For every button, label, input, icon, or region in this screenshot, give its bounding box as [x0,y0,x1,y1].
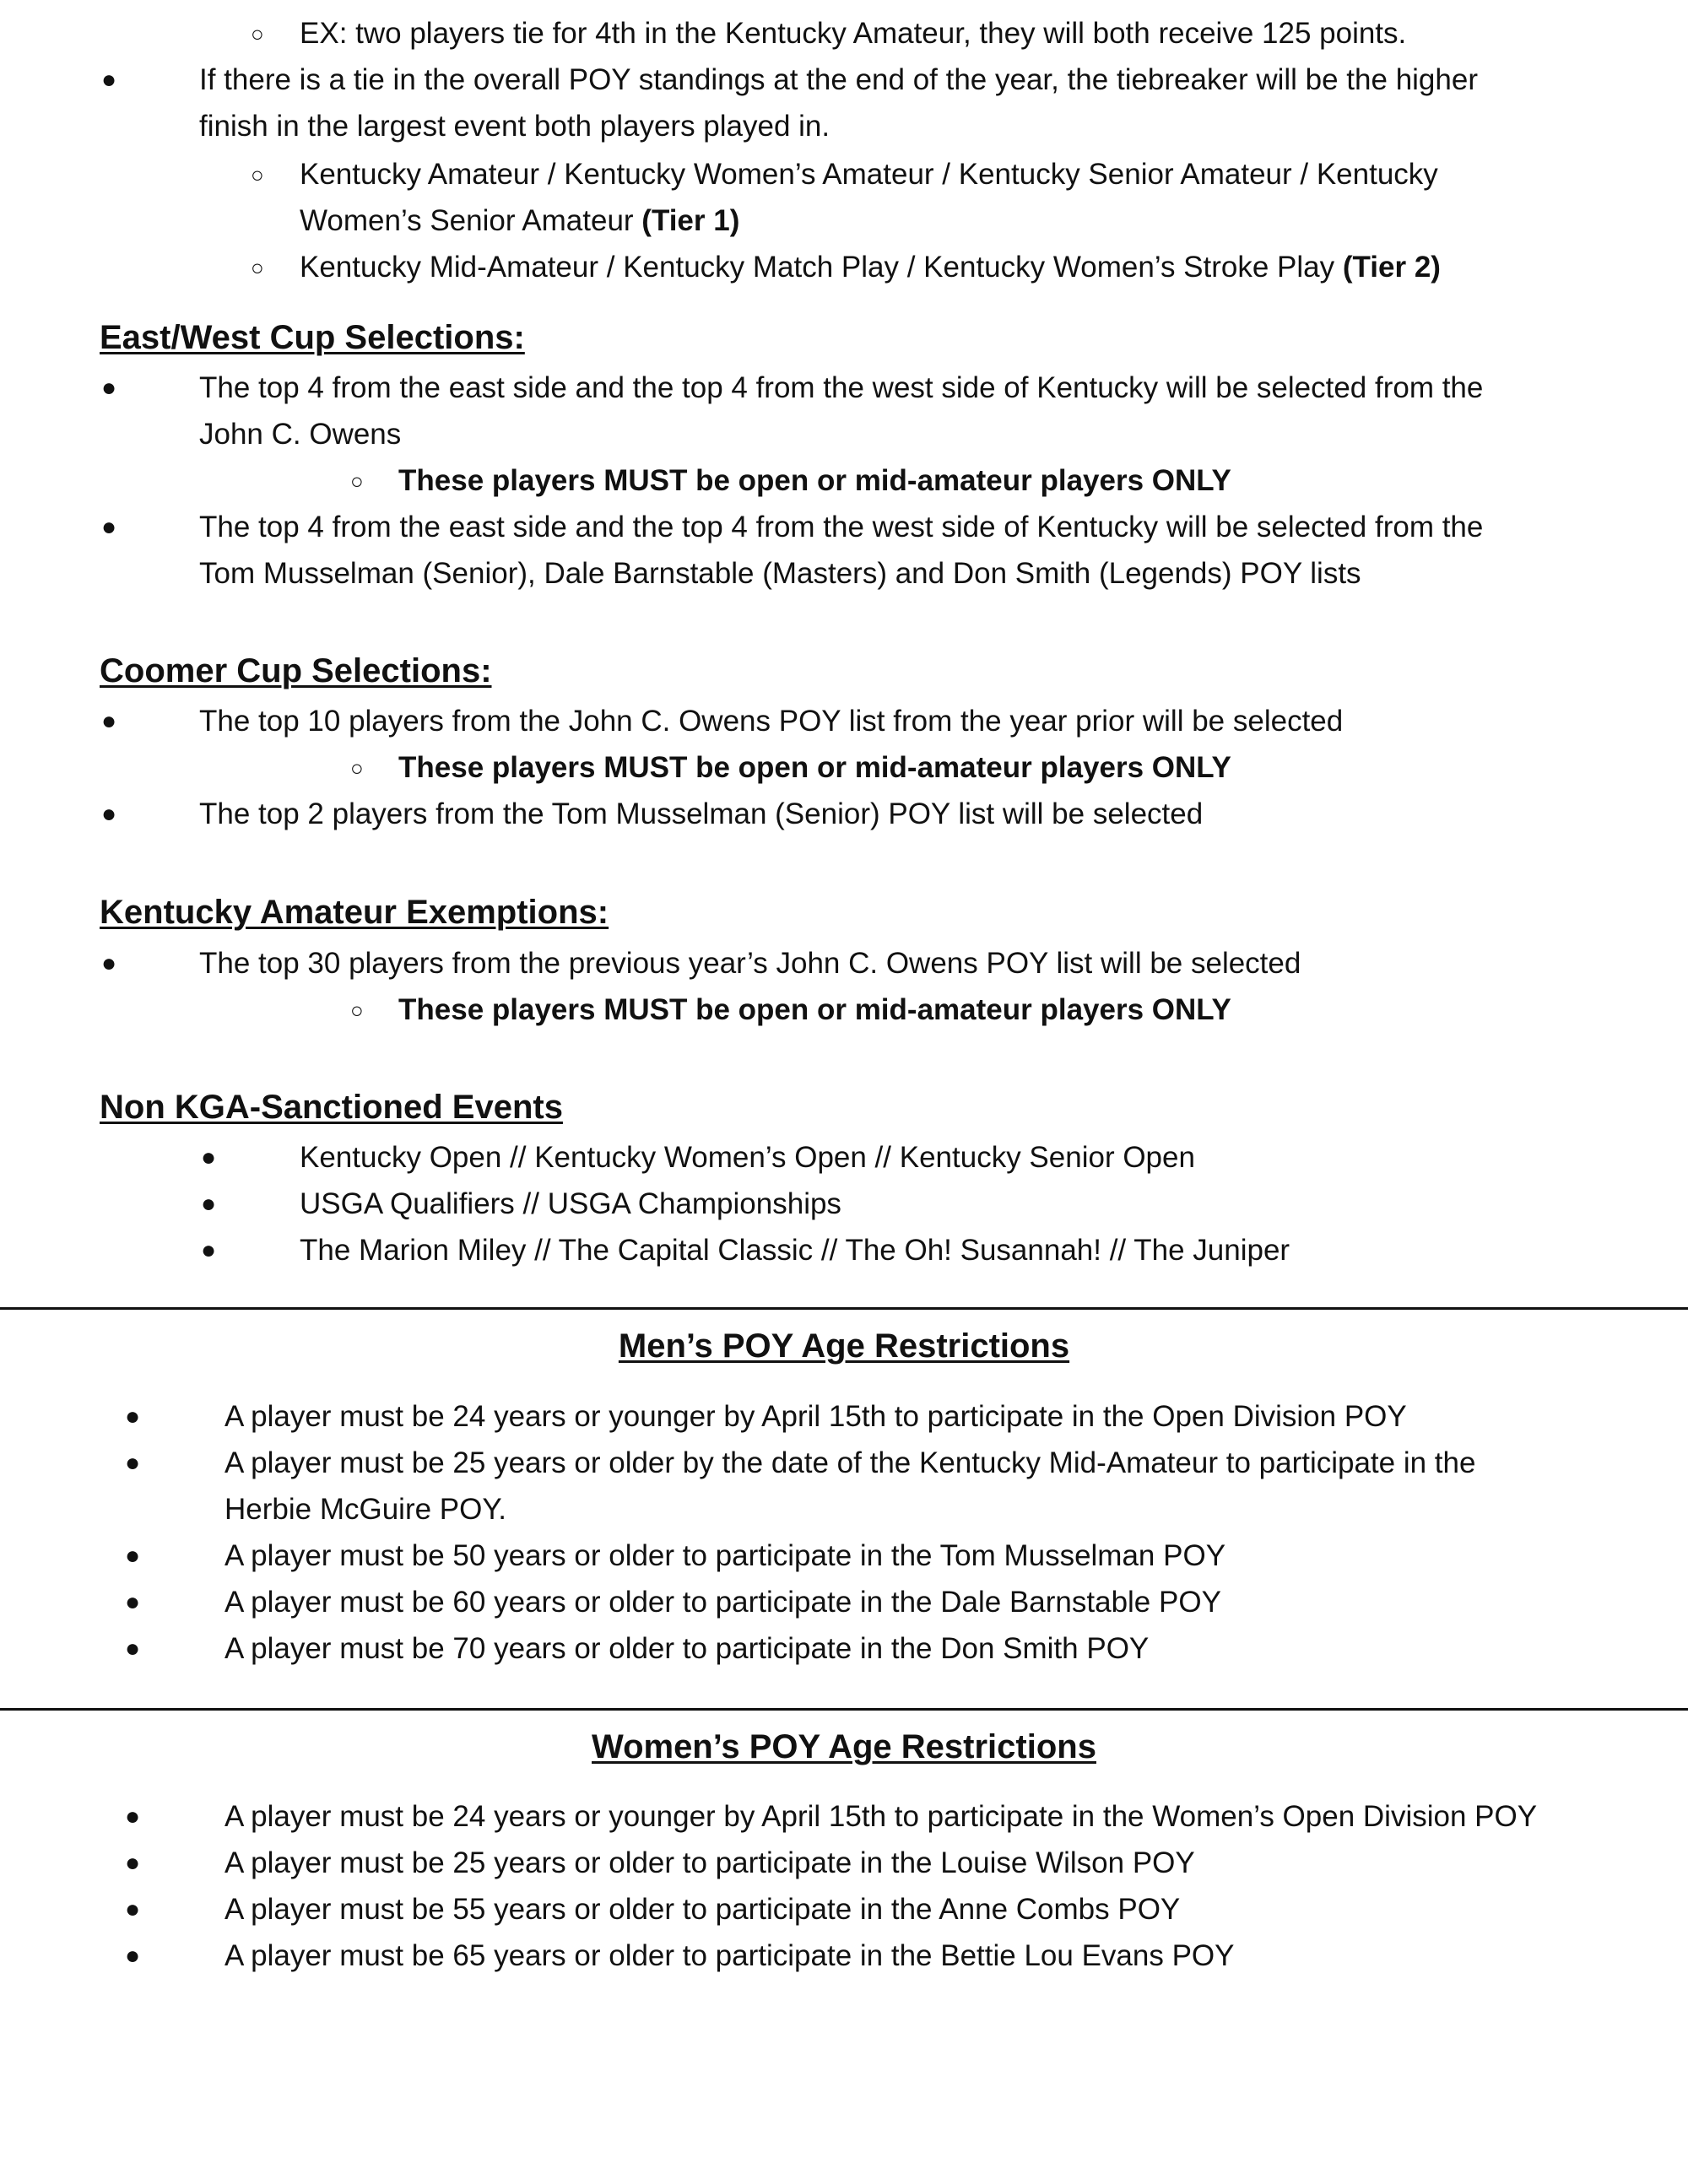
bullet-icon: ● [201,1190,217,1218]
tier2-line [300,251,1441,284]
bullet-icon: ● [125,1403,141,1430]
sub-bullet-icon: ○ [251,162,264,187]
bullet-icon: ● [201,1236,217,1264]
mens-item4: A player must be 60 years or older to participate in the Dale Barnstable POY [225,1586,1221,1619]
womens-item: A player must be 65 years or older to participate in the Bettie Lou Evans POY [225,1939,1235,1972]
non-kga-heading: Non KGA-Sanctioned Events [100,1089,563,1126]
tiebreak-rule-line1: If there is a tie in the overall POY standings at the end of the year, the tiebreaker will be the higher [199,63,1478,96]
divider-line [0,1708,1688,1711]
non-kga-item: Kentucky Open // Kentucky Women’s Open // Kentucky Senior Open [300,1141,1195,1174]
bullet-icon: ● [101,66,117,94]
sub-bullet-icon: ○ [350,755,364,781]
womens-item: A player must be 24 years or younger by April 15th to participate in the Women’s Open Division POY [225,1800,1538,1833]
coomer-item2: The top 2 players from the Tom Musselman (Senior) POY list will be selected [199,797,1204,830]
mens-heading: Men’s POY Age Restrictions [618,1327,1070,1365]
bullet-icon: ● [125,1803,141,1830]
bullet-icon: ● [125,1849,141,1877]
tier1-line1: Kentucky Amateur / Kentucky Women’s Amateur / Kentucky Senior Amateur / Kentucky [300,158,1438,191]
sub-bullet-icon: ○ [350,468,364,494]
east-west-item1-line1: The top 4 from the east side and the top 4 from the west side of Kentucky will be selected from the [199,371,1484,404]
ky-amateur-note: These players MUST be open or mid-amateur players ONLY [398,993,1231,1026]
bullet-icon: ● [101,374,117,402]
bullet-icon: ● [101,707,117,735]
tier2-label: (Tier 2) [1342,251,1441,284]
mens-item2-line1: A player must be 25 years or older by the date of the Kentucky Mid-Amateur to participate in the [225,1446,1476,1479]
bullet-icon: ● [101,800,117,828]
coomer-heading: Coomer Cup Selections: [100,652,492,689]
womens-item: A player must be 55 years or older to participate in the Anne Combs POY [225,1893,1181,1926]
sub-bullet-icon: ○ [251,21,264,46]
non-kga-item: USGA Qualifiers // USGA Championships [300,1187,841,1220]
bullet-icon: ● [125,1895,141,1923]
womens-item: A player must be 25 years or older to participate in the Louise Wilson POY [225,1846,1195,1879]
tier2-events: Kentucky Mid-Amateur / Kentucky Match Play / Kentucky Women’s Stroke Play [300,251,1335,284]
bullet-icon: ● [125,1542,141,1570]
tier1-line2 [300,204,739,238]
sub-bullet-icon: ○ [251,255,264,280]
tier1-label: (Tier 1) [641,204,740,237]
bullet-icon: ● [125,1635,141,1662]
womens-heading: Women’s POY Age Restrictions [592,1728,1096,1765]
tiebreak-rule-line2: finish in the largest event both players played in. [199,110,830,143]
mens-item5: A player must be 70 years or older to participate in the Don Smith POY [225,1632,1150,1665]
divider-line [0,1307,1688,1310]
mens-item1: A player must be 24 years or younger by April 15th to participate in the Open Division POY [225,1400,1407,1433]
bullet-icon: ● [125,1942,141,1970]
east-west-item1-line2: John C. Owens [199,418,402,451]
east-west-item2-line2: Tom Musselman (Senior), Dale Barnstable (Masters) and Don Smith (Legends) POY lists [199,557,1361,590]
bullet-icon: ● [101,949,117,977]
tier1-events: Women’s Senior Amateur [300,204,634,237]
east-west-heading: East/West Cup Selections: [100,319,525,356]
bullet-icon: ● [101,513,117,541]
ky-amateur-item1: The top 30 players from the previous year’s John C. Owens POY list will be selected [199,947,1301,980]
mens-item2-line2: Herbie McGuire POY. [225,1493,506,1526]
bullet-icon: ● [125,1588,141,1616]
coomer-note: These players MUST be open or mid-amateur players ONLY [398,751,1231,784]
east-west-note: These players MUST be open or mid-amateur players ONLY [398,464,1231,497]
sub-bullet-icon: ○ [350,997,364,1023]
mens-item3: A player must be 50 years or older to participate in the Tom Musselman POY [225,1539,1226,1572]
bullet-icon: ● [201,1143,217,1171]
ky-amateur-heading: Kentucky Amateur Exemptions: [100,894,609,931]
coomer-item1: The top 10 players from the John C. Owens POY list from the year prior will be selected [199,705,1344,738]
tiebreak-example: EX: two players tie for 4th in the Kentucky Amateur, they will both receive 125 points. [300,17,1407,50]
east-west-item2-line1: The top 4 from the east side and the top 4 from the west side of Kentucky will be selected from the [199,511,1484,543]
non-kga-item: The Marion Miley // The Capital Classic // The Oh! Susannah! // The Juniper [300,1234,1290,1267]
bullet-icon: ● [125,1449,141,1477]
